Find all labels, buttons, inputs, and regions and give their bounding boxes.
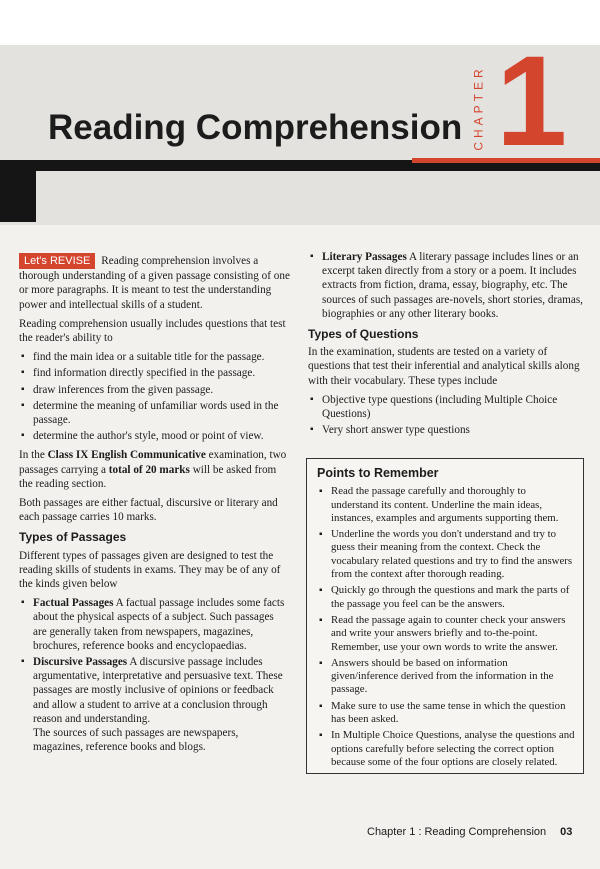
passage-types-list bbox=[19, 596, 290, 754]
exam-text: will be asked from the reading section. bbox=[19, 463, 277, 490]
list-item: ▪ Very short answer type questions bbox=[308, 423, 588, 437]
page-number: 03 bbox=[560, 826, 573, 838]
chapter-word: CHAPTER bbox=[472, 65, 486, 151]
factual-text: A factual passage includes some facts about the physical aspects of a subject. Such passages are generally taken from newspapers, magazines, brochures, reference books and encyclopaedias. bbox=[33, 597, 285, 652]
both-paragraph: Both passages are either factual, discursive or literary and each passage carries 10 marks. bbox=[19, 497, 278, 524]
chapter-number: 1 bbox=[496, 30, 568, 173]
factual-label: Factual Passages bbox=[33, 597, 114, 610]
types-intro: Different types of passages given are designed to test the reading skills of students in exams. They may be of any of the kinds given below bbox=[19, 549, 281, 591]
ability-intro: Reading comprehension usually includes questions that test the reader's ability to bbox=[19, 317, 286, 345]
points-to-remember-box bbox=[306, 458, 584, 774]
exam-text: In the bbox=[19, 449, 48, 462]
header-bar-vertical bbox=[0, 160, 36, 222]
questions-intro: In the examination, students are tested on a variety of questions that test their inferential and analytical skills along with their vocabulary. These types include bbox=[308, 346, 580, 387]
discursive-sources: The sources of such passages are newspapers, magazines, reference books and blogs. bbox=[33, 727, 239, 754]
question-types-list bbox=[308, 393, 588, 438]
list-item: ▪ draw inferences from the given passage. bbox=[19, 383, 290, 397]
list-item: ▪ determine the author's style, mood or point of view. bbox=[19, 429, 290, 443]
list-item: ▪ Make sure to use the same tense in which the question has been asked. bbox=[317, 700, 575, 727]
list-item: ▪ find the main idea or a suitable title for the passage. bbox=[19, 350, 290, 364]
factual-passages-item bbox=[19, 596, 290, 653]
discursive-label: Discursive Passages bbox=[33, 656, 128, 669]
discursive-text: A discursive passage includes argumentative, interpretative and persuasive text. These passages are mostly inclusive of opinions or feedback and allow a student to arrive at a conclusion through reason and understanding. bbox=[33, 656, 283, 725]
chapter-title: Reading Comprehension bbox=[48, 108, 463, 147]
list-item: ▪ Answers should be based on information given/inference derived from the information in the passage. bbox=[317, 657, 575, 697]
list-item: ▪ Objective type questions (including Multiple Choice Questions) bbox=[308, 393, 588, 421]
exam-paragraph bbox=[19, 448, 290, 491]
literary-list bbox=[308, 250, 588, 321]
lets-revise-badge: Let's REVISE bbox=[19, 253, 95, 269]
left-column bbox=[19, 253, 290, 760]
exam-marks: total of 20 marks bbox=[108, 463, 190, 476]
exam-text: examination, two passages carrying a bbox=[19, 449, 287, 476]
page-footer bbox=[367, 826, 572, 838]
list-item: ▪ determine the meaning of unfamiliar words used in the passage. bbox=[19, 399, 290, 427]
types-of-passages-heading: Types of Passages bbox=[19, 530, 127, 545]
points-heading: Points to Remember bbox=[317, 466, 439, 480]
list-item: ▪ Underline the words you don't understand and try to guess their meaning from the context. Check the vocabulary related questions and try to find the answers from the context after thorough reading. bbox=[317, 528, 575, 581]
chapter-label bbox=[468, 60, 490, 156]
literary-passages-item bbox=[308, 250, 588, 321]
discursive-passages-item bbox=[19, 655, 290, 754]
points-list bbox=[317, 485, 575, 769]
list-item: ▪ Read the passage again to counter check your answers and write your answers briefly and to-the-point. Remember, use your own words to write the answer. bbox=[317, 614, 575, 654]
ability-list bbox=[19, 350, 290, 443]
literary-text: A literary passage includes lines or an excerpt taken directly from a story or a poem. It includes extracts from fiction, drama, essay, biography, etc. The sources of such passages are-novels, short stories, dramas, biographies or any other literary books. bbox=[322, 251, 583, 320]
list-item: ▪ Read the passage carefully and thoroughly to understand its content. Underline the main ideas, instances, examples and arguments supporting them. bbox=[317, 485, 575, 525]
exam-class: Class IX English Communicative bbox=[47, 449, 206, 462]
list-item: ▪ In Multiple Choice Questions, analyse the questions and options carefully before selecting the correct option because some of the four options are closely related. bbox=[317, 729, 575, 769]
footer-chapter: Chapter 1 : Reading Comprehension bbox=[367, 826, 547, 838]
intro-text: Reading comprehension involves a thorough understanding of a given passage consisting of one or more paragraphs. It is meant to test the understanding power and intellectual skills of a student. bbox=[19, 255, 290, 311]
intro-paragraph bbox=[19, 253, 290, 312]
right-column bbox=[308, 250, 588, 442]
list-item: ▪ find information directly specified in the passage. bbox=[19, 366, 290, 380]
literary-label: Literary Passages bbox=[322, 251, 407, 263]
types-of-questions-heading: Types of Questions bbox=[308, 327, 419, 342]
list-item: ▪ Quickly go through the questions and mark the parts of the passage you feel can be the answers. bbox=[317, 584, 575, 611]
